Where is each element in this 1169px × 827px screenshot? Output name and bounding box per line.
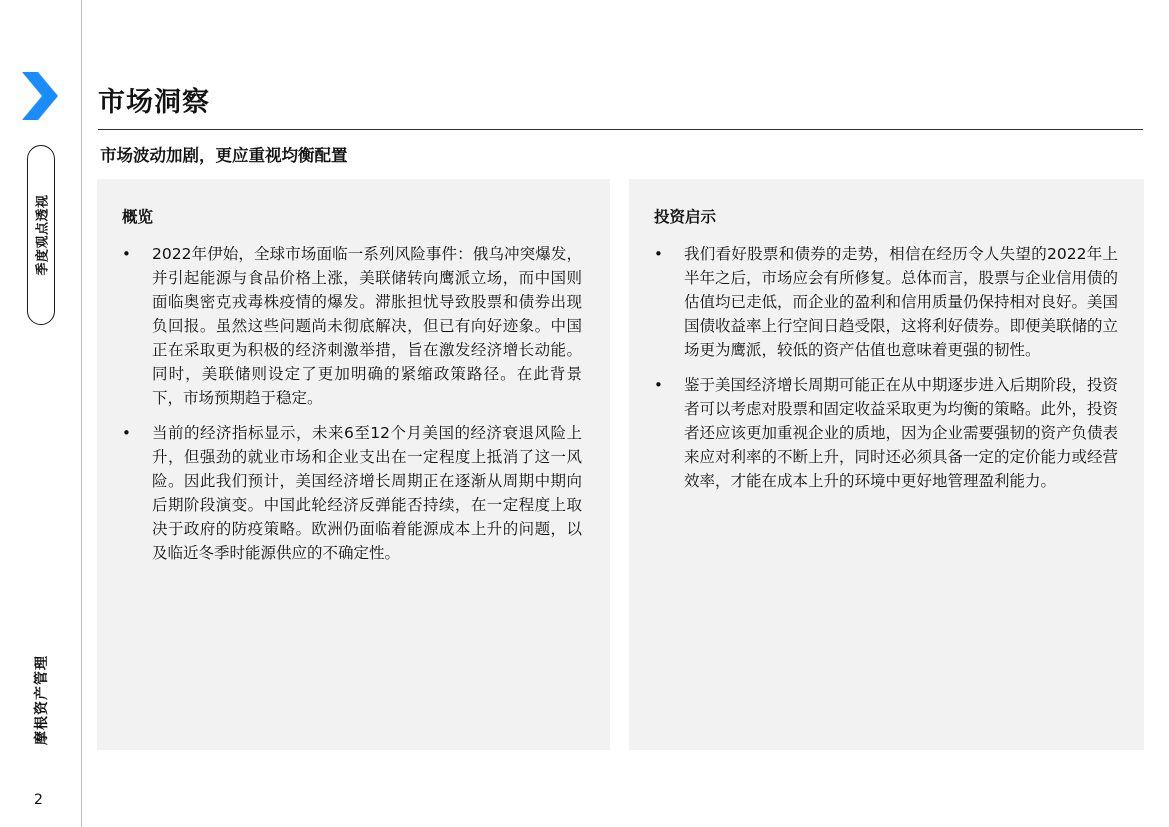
chevron-right-icon <box>20 72 60 120</box>
overview-bullet-list <box>122 242 582 565</box>
investment-implications-bullet-list <box>654 242 1118 493</box>
sidebar-divider <box>81 0 82 827</box>
investment-implications-panel <box>629 179 1144 750</box>
section-label-pill <box>27 145 55 325</box>
investment-implications-bullet: • 鉴于美国经济增长周期可能正在从中期逐步进入后期阶段，投资者可以考虑对股票和固定收益采取更为均衡的策略。此外，投资者还应该更加重视企业的质地，因为企业需要强韧的资产负债表来应对利率的不断上升，同时还必须具备一定的定价能力或经营效率，才能在成本上升的环境中更好地管理盈利能力。 <box>654 373 1118 493</box>
brand-logo <box>26 650 56 750</box>
page-number: 2 <box>34 792 43 808</box>
page-title: 市场洞察 <box>98 87 210 118</box>
investment-implications-bullet: • 我们看好股票和债券的走势，相信在经历令人失望的2022年上半年之后，市场应会有所修复。总体而言，股票与企业信用债的估值均已走低，而企业的盈利和信用质量仍保持相对良好。美国国债收益率上行空间日趋受限，这将利好债券。即便美联储的立场更为鹰派，较低的资产估值也意味着更强的韧性。 <box>654 242 1118 362</box>
brand-name: 摩根资产管理 <box>34 655 50 745</box>
title-divider <box>98 129 1143 130</box>
investment-implications-heading: 投资启示 <box>654 208 717 226</box>
overview-panel <box>97 179 610 750</box>
overview-bullet: • 2022年伊始，全球市场面临一系列风险事件：俄乌冲突爆发，并引起能源与食品价格上涨，美联储转向鹰派立场，而中国则面临奥密克戎毒株疫情的爆发。滞胀担忧导致股票和债券出现负回报。虽然这些问题尚未彻底解决，但已有向好迹象。中国正在采取更为积极的经济刺激举措，旨在激发经济增长动能。同时，美联储则设定了更加明确的紧缩政策路径。在此背景下，市场预期趋于稳定。 <box>122 242 582 410</box>
page-subtitle: 市场波动加剧，更应重视均衡配置 <box>100 146 348 165</box>
overview-heading: 概览 <box>122 208 154 226</box>
overview-bullet: • 当前的经济指标显示，未来6至12个月美国的经济衰退风险上升，但强劲的就业市场和企业支出在一定程度上抵消了这一风险。因此我们预计，美国经济增长周期正在逐渐从周期中期向后期阶段演变。中国此轮经济反弹能否持续，在一定程度上取决于政府的防疫策略。欧洲仍面临着能源成本上升的问题，以及临近冬季时能源供应的不确定性。 <box>122 421 582 565</box>
section-label: 季度观点透视 <box>35 194 51 276</box>
